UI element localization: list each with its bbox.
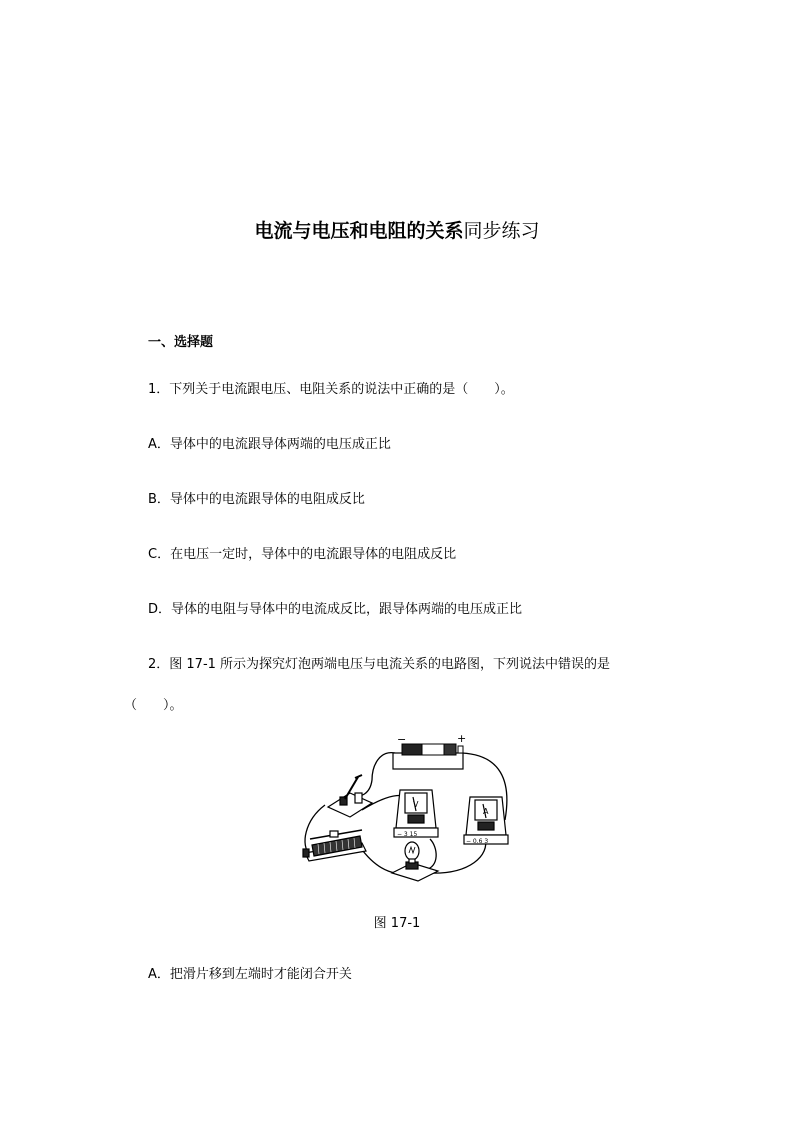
lamp-holder — [392, 842, 438, 881]
title-bold: 电流与电压和电阻的关系 — [254, 220, 464, 242]
switch — [328, 775, 372, 817]
q1-option-d: D．导体的电阻与导体中的电流成反比，跟导体两端的电压成正比 — [148, 602, 523, 617]
q2-stem-line2: （ ）。 — [124, 698, 183, 713]
voltmeter — [394, 790, 438, 837]
wire-lamp-voltmeter — [425, 839, 436, 870]
circuit-diagram — [300, 735, 522, 885]
q1-option-b: B．导体中的电流跟导体的电阻成反比 — [148, 492, 365, 507]
wire-battery-switch — [352, 753, 395, 797]
voltmeter-symbol: V — [413, 800, 419, 809]
q1-option-a: A．导体中的电流跟导体两端的电压成正比 — [148, 437, 391, 452]
q2-option-a: A．把滑片移到左端时才能闭合开关 — [148, 967, 352, 982]
battery-box — [393, 744, 463, 769]
circuit-figure — [300, 735, 522, 885]
section-heading: 一、选择题 — [148, 335, 214, 350]
ammeter-scale: − 0.6 3 — [466, 838, 489, 845]
ammeter — [464, 797, 508, 844]
q1-stem: 1．下列关于电流跟电压、电阻关系的说法中正确的是（ ）。 — [148, 382, 514, 397]
battery-plus-label: + — [457, 735, 467, 745]
title-rest: 同步练习 — [463, 220, 540, 242]
figure-caption: 图 17-1 — [373, 916, 421, 931]
voltmeter-scale: − 3 15 — [397, 831, 418, 838]
rheostat — [303, 830, 366, 861]
q2-stem-line1: 2．图 17-1 所示为探究灯泡两端电压与电流关系的电路图，下列说法中错误的是 — [148, 657, 611, 672]
q1-option-c: C．在电压一定时，导体中的电流跟导体的电阻成反比 — [148, 547, 457, 562]
page-title — [0, 218, 794, 244]
battery-minus-label: − — [397, 735, 407, 746]
ammeter-symbol: A — [483, 807, 489, 816]
